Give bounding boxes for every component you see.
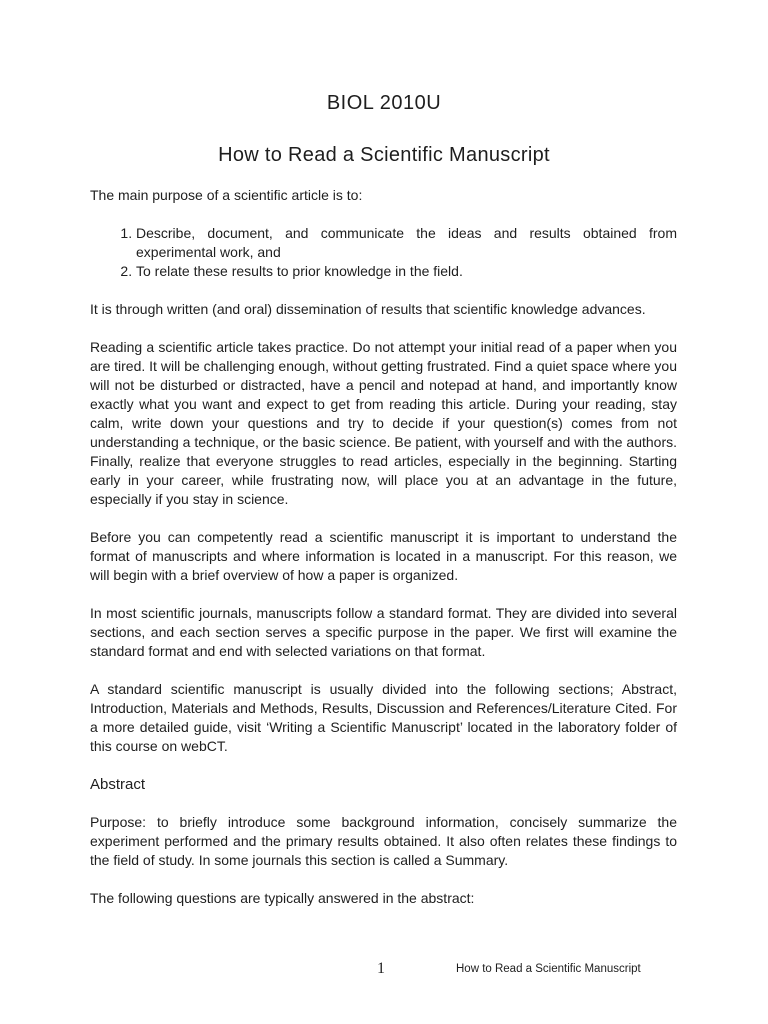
abstract-heading: Abstract xyxy=(90,776,146,793)
abstract-purpose-paragraph: Purpose: to briefly introduce some background information, concisely summarize the experiment performed and the primary results obtained. It also often relates these findings to the field of study. In some journals this section is called a Summary. xyxy=(90,814,677,868)
intro-paragraph: The main purpose of a scientific article is to: xyxy=(90,187,363,203)
paragraph-dissemination: It is through written (and oral) dissemination of results that scientific knowledge advances. xyxy=(90,301,646,317)
paragraph-reading-practice: Reading a scientific article takes practice. Do not attempt your initial read of a paper when you are tired. It will be challenging enough, without getting frustrated. Find a quiet space where you will not be disturbed or distracted, have a pencil and notepad at hand, and importantly know exactly what you want and expect to get from reading this article. During your reading, stay calm, write down your questions and try to decide if your question(s) comes from not understanding a technique, or the basic science. Be patient, with yourself and with the authors. Finally, realize that everyone struggles to read articles, especially in the beginning. Starting early in your career, while frustrating now, will place you at an advantage in the future, especially if you stay in science. xyxy=(90,339,677,507)
purpose-list xyxy=(90,224,677,281)
purpose-item: 2. To relate these results to prior knowledge in the field. xyxy=(136,262,677,281)
page-number: 1 xyxy=(377,960,385,977)
abstract-questions-intro: The following questions are typically answered in the abstract: xyxy=(90,890,475,906)
paragraph-sections: A standard scientific manuscript is usually divided into the following sections; Abstract, Introduction, Materials and Methods, Results, Discussion and References/Literature Cited. For a more detailed guide, visit ‘Writing a Scientific Manuscript’ located in the laboratory folder of this course on webCT. xyxy=(90,681,677,754)
footer-title: How to Read a Scientific Manuscript xyxy=(456,963,641,975)
course-code: BIOL 2010U xyxy=(326,92,442,114)
purpose-item: 1. Describe, document, and communicate the ideas and results obtained from experimental work, and xyxy=(136,224,677,262)
document-body xyxy=(90,186,677,908)
page-title: How to Read a Scientific Manuscript xyxy=(218,144,550,166)
paragraph-manuscript-format: Before you can competently read a scientific manuscript it is important to understand the format of manuscripts and where information is located in a manuscript. For this reason, we will begin with a brief overview of how a paper is organized. xyxy=(90,529,677,583)
paragraph-standard-format: In most scientific journals, manuscripts follow a standard format. They are divided into several sections, and each section serves a specific purpose in the paper. We first will examine the standard format and end with selected variations on that format. xyxy=(90,605,677,659)
